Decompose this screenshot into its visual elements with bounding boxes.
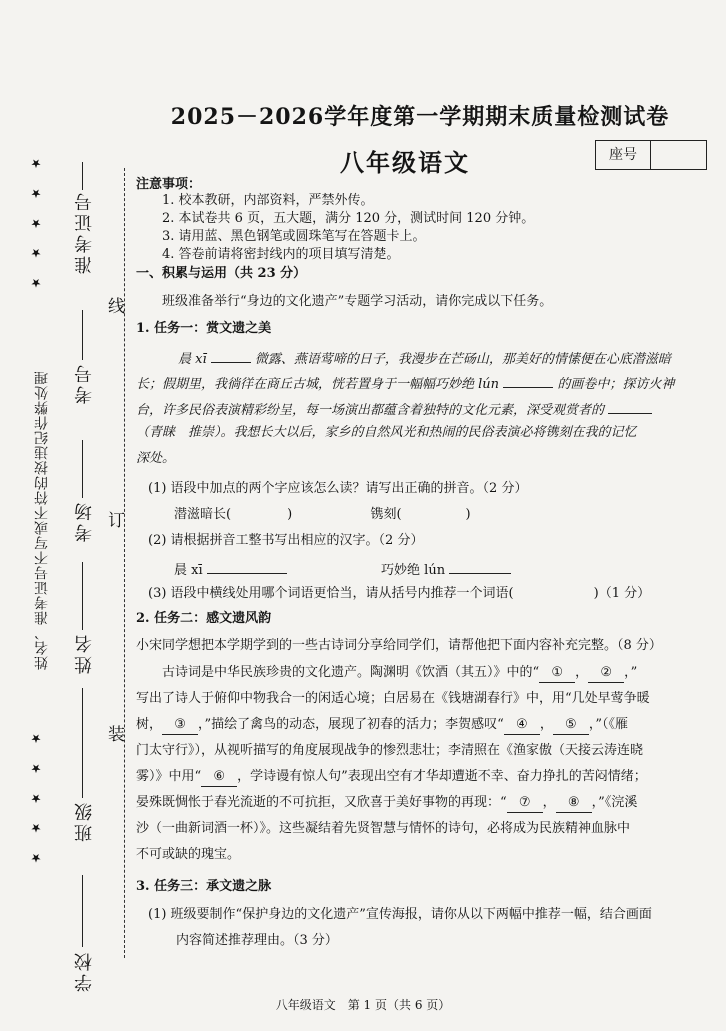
poem-text-line: 树， ③ ，”描绘了禽鸟的动态，展现了初春的活力；李贺感叹“ ④ ， ⑤ ，”（《雁 (136, 716, 628, 735)
ticket-number-field[interactable] (82, 162, 83, 190)
notes-item: 2. 本试卷共 6 页，五大题，满分 120 分，测试时间 120 分钟。 (162, 211, 535, 226)
passage-line: 深处。 (136, 451, 176, 466)
poem-blank[interactable]: ⑦ (507, 794, 543, 813)
subquestion-3-1: (1) 班级要制作“保护身边的文化遗产”宣传海报，请你从以下两幅中推荐一幅，结合画面 (148, 907, 652, 922)
poem-text-line: 古诗词是中华民族珍贵的文化遗产。陶渊明《饮酒（其五）》中的“ ① ， ② ，” (162, 664, 637, 683)
exam-number-field[interactable] (82, 310, 83, 360)
class-field[interactable] (82, 688, 83, 798)
poem-blank[interactable]: ④ (504, 716, 540, 735)
poem-text-line: 沙（一曲新词酒一杯）》。这些凝结着先贤智慧与情怀的诗句，必将成为民族精神血脉中 (136, 821, 631, 836)
poem-blank[interactable]: ⑧ (556, 794, 592, 813)
subquestion-1-3: (3) 语段中横线处用哪个词语更恰当，请从括号内推荐一个词语( )（1 分） (148, 586, 651, 601)
class-label: 班级 (74, 800, 95, 842)
ticket-number-label: 准考证号 (74, 190, 95, 274)
question-title-3: 3. 任务三：承文遗之脉 (136, 879, 272, 894)
seal-line (124, 168, 125, 958)
poem-blank[interactable]: ⑥ (201, 768, 237, 787)
exam-room-label: 考场 (74, 500, 95, 542)
subquestion-3-1-cont: 内容简述推荐理由。（3 分） (176, 933, 338, 948)
name-label: 姓名 (74, 632, 95, 674)
answer-blank[interactable] (211, 348, 251, 363)
stars-bottom: ★ ★ ★ ★ ★ (29, 725, 43, 865)
notes-heading: 注意事项： (136, 177, 202, 192)
question-title-1: 1. 任务一：赏文遗之美 (136, 321, 272, 336)
passage-text: 长；假期里，我徜徉在商丘古城，恍若置身于一幅幅巧妙绝 lún (136, 377, 500, 392)
passage-text: 的画卷中；探访火神 (557, 377, 675, 392)
name-field[interactable] (82, 562, 83, 630)
exam-title: 2025－2026学年度第一学期期末质量检测试卷 (170, 104, 670, 130)
passage-text: 晨 xī (178, 352, 207, 367)
subquestion-1-2: (2) 请根据拼音工整书写出相应的汉字。（2 分） (148, 533, 424, 548)
answer-blank[interactable] (503, 373, 553, 388)
word-label: 潜滋暗长( (174, 507, 232, 522)
seat-number-field[interactable] (651, 141, 706, 169)
seal-word-ding: 订 (108, 511, 125, 531)
hanzi-blank[interactable] (207, 559, 287, 574)
poem-blank[interactable]: ⑤ (553, 716, 589, 735)
poem-text-line: 雾）》中用“ ⑥ ，学诗谩有惊人句”表现出空有才华却遭逝不幸、奋力挣扎的苦闷情绪； (136, 768, 647, 787)
section-intro: 班级准备举行“身边的文化遗产”专题学习活动，请你完成以下任务。 (162, 294, 553, 309)
passage-text: 台，许多民俗表演精彩纷呈，每一场演出都蕴含着独特的文化元素，深受观赏者的 (136, 403, 605, 418)
passage-text: 微露、燕语莺啼的日子，我漫步在芒砀山，那美好的情愫便在心底潜滋暗 (254, 352, 671, 367)
stars-top: ★ ★ ★ ★ ★ (29, 150, 43, 290)
exam-subtitle: 八年级语文 (340, 148, 470, 177)
poem-blank[interactable]: ① (539, 664, 575, 683)
passage-line: （青睐 推崇）。我想长大以后，家乡的自然风光和热闹的民俗表演必将镌刻在我的记忆 (136, 425, 637, 440)
notes-item: 3. 请用蓝、黑色钢笔或圆珠笔写在答题卡上。 (162, 229, 426, 244)
school-field[interactable] (82, 875, 83, 947)
school-label: 学校 (74, 950, 95, 992)
poem-text-line: 门太守行》），从视听描写的角度展现战争的惨烈悲壮；李清照在《渔家傲（天接云涛连晓 (136, 743, 644, 758)
seal-word-zhuang: 装 (108, 725, 125, 745)
passage-line (178, 348, 671, 369)
seal-word-xian: 线 (108, 297, 125, 317)
seat-number-label: 座号 (596, 141, 651, 169)
poem-text-line: 晏殊既惆怅于春光流逝的不可抗拒，又欣喜于美好事物的再现：“ ⑦ ， ⑧ ，”《浣溪 (136, 794, 637, 813)
poem-blank[interactable]: ② (588, 664, 624, 683)
notes-item: 1. 校本教研，内部资料，严禁外传。 (162, 193, 374, 208)
passage-line (136, 399, 652, 420)
hanzi-blank[interactable] (449, 559, 511, 574)
question-title-2: 2. 任务二：感文遗风韵 (136, 611, 272, 626)
subquestion-1-1: (1) 语段中加点的两个字应该怎么读？请写出正确的拼音。（2 分） (148, 481, 528, 496)
exam-number-label: 考号 (74, 362, 95, 404)
margin-notice: 姓名、准考证号不写或不符的按违纪作弊处理 (34, 370, 50, 670)
notes-item: 4. 答卷前请将密封线内的项目填写清楚。 (162, 247, 400, 262)
poem-text-line: 不可或缺的瑰宝。 (136, 847, 241, 862)
exam-room-field[interactable] (82, 440, 83, 498)
answer-blank[interactable] (608, 399, 652, 414)
hanzi-answer-row: 晨 xī 巧妙绝 lún (174, 559, 511, 580)
question-intro: 小宋同学想把本学期学到的一些古诗词分享给同学们，请帮他把下面内容补充完整。（8 分） (136, 638, 662, 653)
pinyin-answer-row: 潜滋暗长( ) 镌刻( ) (174, 507, 471, 522)
poem-text-line: 写出了诗人于俯仰中物我合一的闲适心境；白居易在《钱塘湖春行》中，用“几处早莺争暖 (136, 691, 650, 706)
word-label: 镌刻( (370, 507, 402, 522)
seat-number-box[interactable] (595, 140, 707, 170)
passage-line (136, 373, 674, 394)
page-footer: 八年级语文 第 1 页（共 6 页） (275, 998, 451, 1012)
poem-blank[interactable]: ③ (162, 716, 198, 735)
section-heading: 一、积累与运用（共 23 分） (136, 266, 307, 281)
